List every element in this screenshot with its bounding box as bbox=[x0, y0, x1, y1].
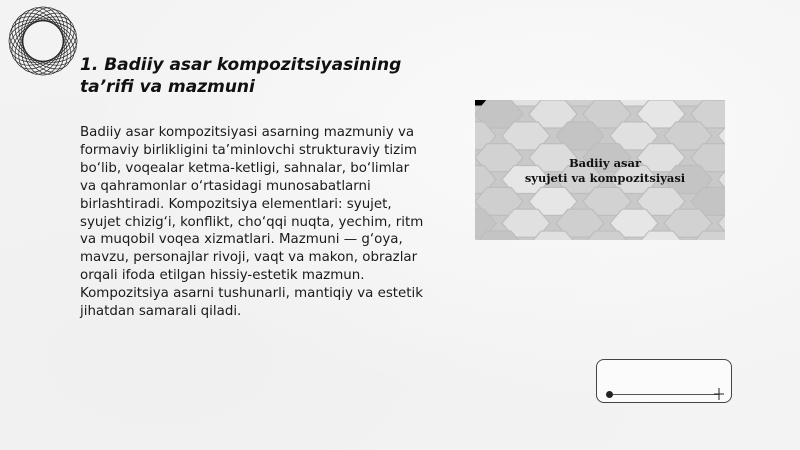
slide-body-text: Badiiy asar kompozitsiyasi asarning mazmuniy va formaviy birlikligini ta’minlovchi strukturaviy tizim bo‘lib, voqealar ketma-ketligi, sahnalar, bo‘limlar va qahramonlar o‘rtasidagi munosabatlarni birlashtiradi. Kompozitsiya elementlari: syujet, syujet chizig‘i, konflikt, cho‘qqi nuqta, yechim, ritm va muqobil voqea xizmatlari. Mazmuni — g‘oya, mavzu, personajlar rivoji, vaqt va makon, obrazlar orqali ifoda etilgan hissiy-estetik mazmun. Kompozitsiya asarni tushunarli, mantiqiy va estetik jihatdan samarali qiladi. bbox=[80, 125, 424, 320]
hexagon-pattern-image bbox=[475, 100, 725, 240]
image-caption bbox=[475, 156, 725, 186]
slide-title-line-2: ta’rifi va mazmuni bbox=[80, 77, 255, 97]
plus-icon[interactable] bbox=[714, 388, 724, 400]
image-caption-line-1: Badiiy asar bbox=[568, 156, 642, 170]
timeline-start-dot[interactable] bbox=[606, 391, 613, 398]
timeline-widget[interactable] bbox=[596, 359, 732, 403]
spirograph-logo-icon bbox=[6, 4, 80, 78]
image-caption-line-2: syujeti va kompozitsiyasi bbox=[524, 171, 686, 185]
timeline-track[interactable] bbox=[609, 394, 719, 395]
slide-title bbox=[80, 54, 440, 98]
slide-title-line-1: 1. Badiiy asar kompozitsiyasining bbox=[80, 55, 402, 75]
